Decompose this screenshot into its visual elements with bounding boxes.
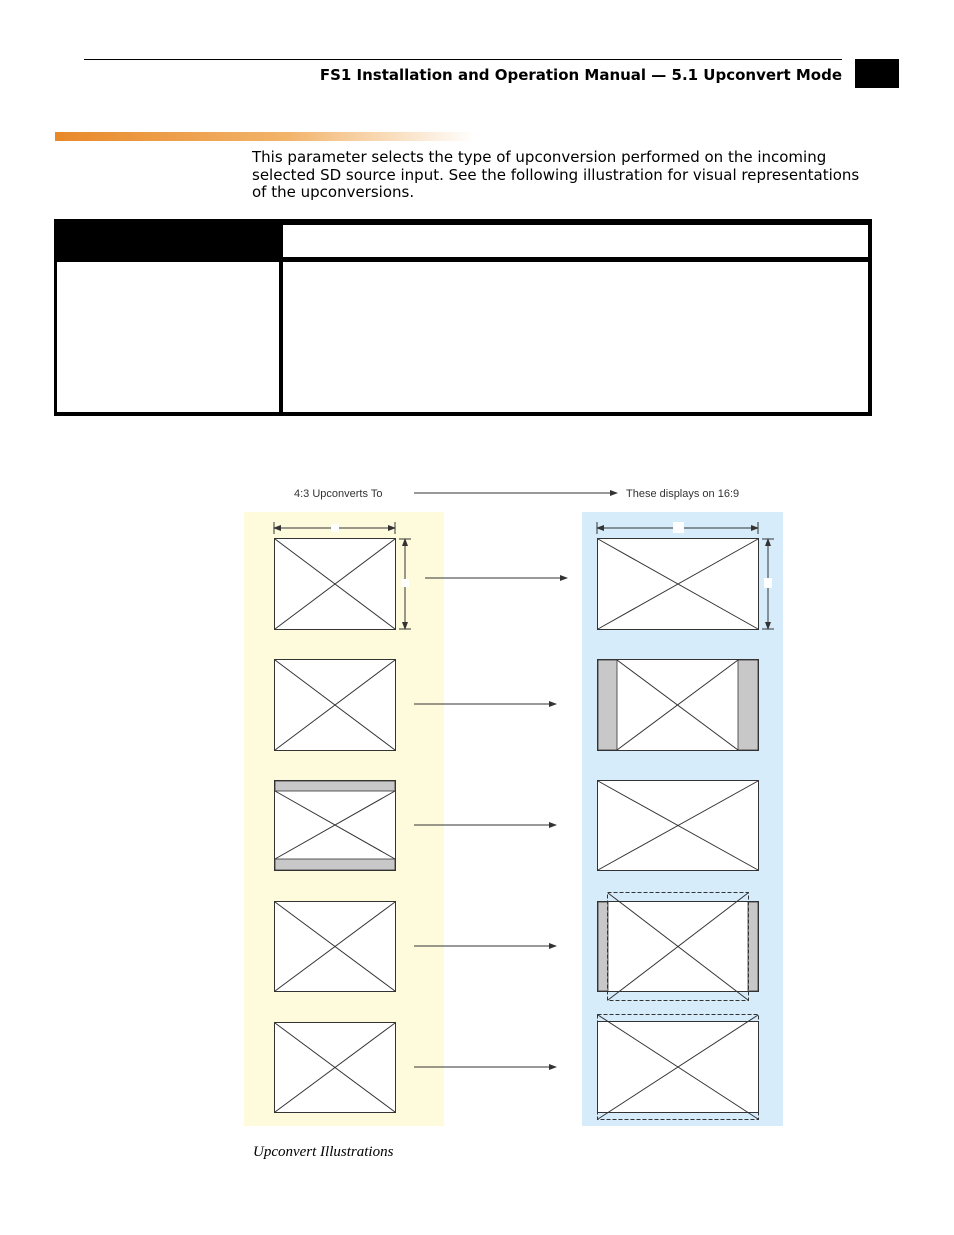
row-1-source xyxy=(274,522,411,630)
row-5-display xyxy=(598,1015,759,1120)
source-heading: 4:3 Upconverts To xyxy=(294,488,383,500)
row-2-source xyxy=(275,660,396,751)
row-3-display xyxy=(598,781,759,871)
row-5-source xyxy=(275,1023,396,1113)
row-1-display xyxy=(597,522,774,630)
row-4-display xyxy=(598,893,759,1001)
figure-caption: Upconvert Illustrations xyxy=(253,1144,394,1160)
row-4-source xyxy=(275,902,396,992)
row-2-display xyxy=(598,660,759,751)
row-3-source xyxy=(275,781,396,871)
body-paragraph: This parameter selects the type of upconversion performed on the incoming selected SD source input. See the following illustration for visual representations of the upconversions. xyxy=(252,148,860,201)
display-heading: These displays on 16:9 xyxy=(626,488,740,500)
page-header-title: FS1 Installation and Operation Manual — 5.1 Upconvert Mode xyxy=(319,66,842,84)
